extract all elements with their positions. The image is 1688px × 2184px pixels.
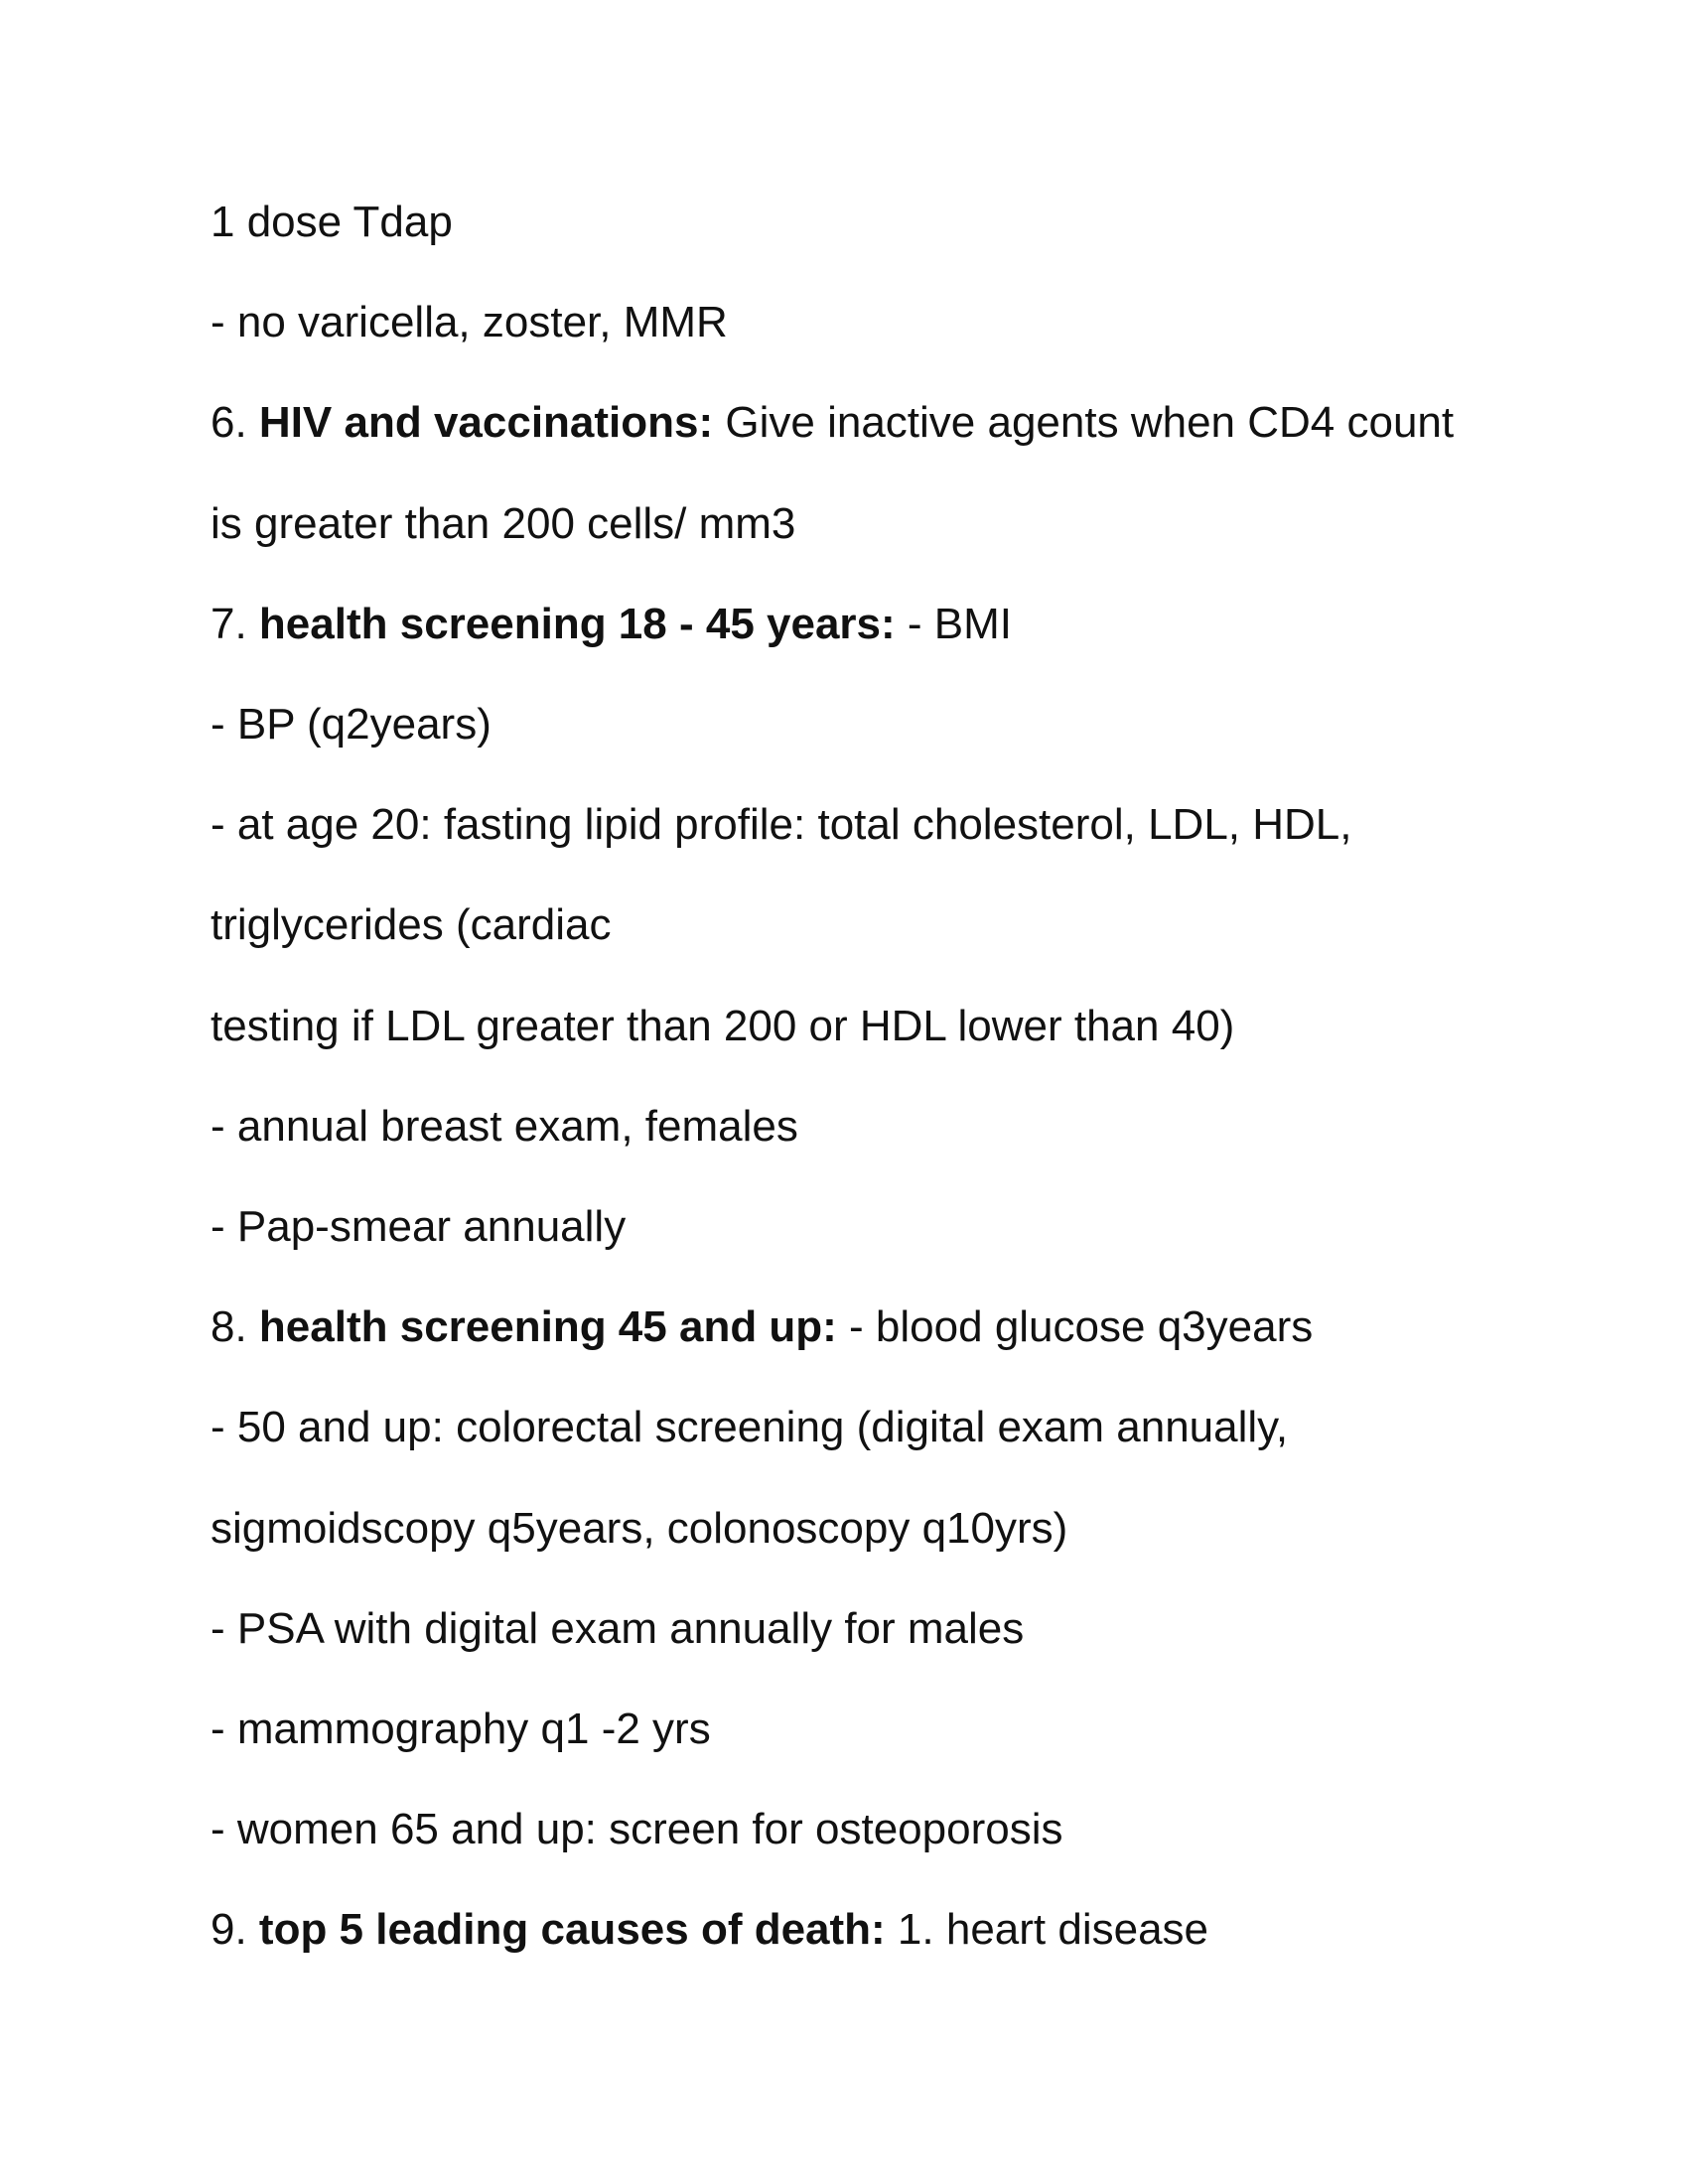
list-item-heading: 9. top 5 leading causes of death: 1. heart disease [211,1905,1209,1954]
text-line: - PSA with digital exam annually for males [211,1604,1025,1653]
text-line: - mammography q1 -2 yrs [211,1705,711,1753]
text-line: triglycerides (cardiac [211,900,612,949]
text-line: is greater than 200 cells/ mm3 [211,499,796,548]
text-line: - women 65 and up: screen for osteoporosis [211,1805,1063,1853]
list-item-heading: 6. HIV and vaccinations: Give inactive agents when CD4 count [211,398,1455,447]
text-line: 1 dose Tdap [211,198,453,246]
text-line: sigmoidscopy q5years, colonoscopy q10yrs) [211,1504,1068,1553]
list-item-heading: 8. health screening 45 and up: - blood glucose q3years [211,1302,1314,1351]
text-line: - Pap-smear annually [211,1202,627,1251]
text-line: - annual breast exam, females [211,1102,798,1151]
text-line: - no varicella, zoster, MMR [211,298,728,346]
list-item-heading: 7. health screening 18 - 45 years: - BMI [211,600,1012,648]
text-line: testing if LDL greater than 200 or HDL lower than 40) [211,1002,1235,1050]
text-line: - BP (q2years) [211,700,492,749]
text-line: - at age 20: fasting lipid profile: total cholesterol, LDL, HDL, [211,800,1352,849]
text-line: - 50 and up: colorectal screening (digital exam annually, [211,1403,1289,1451]
